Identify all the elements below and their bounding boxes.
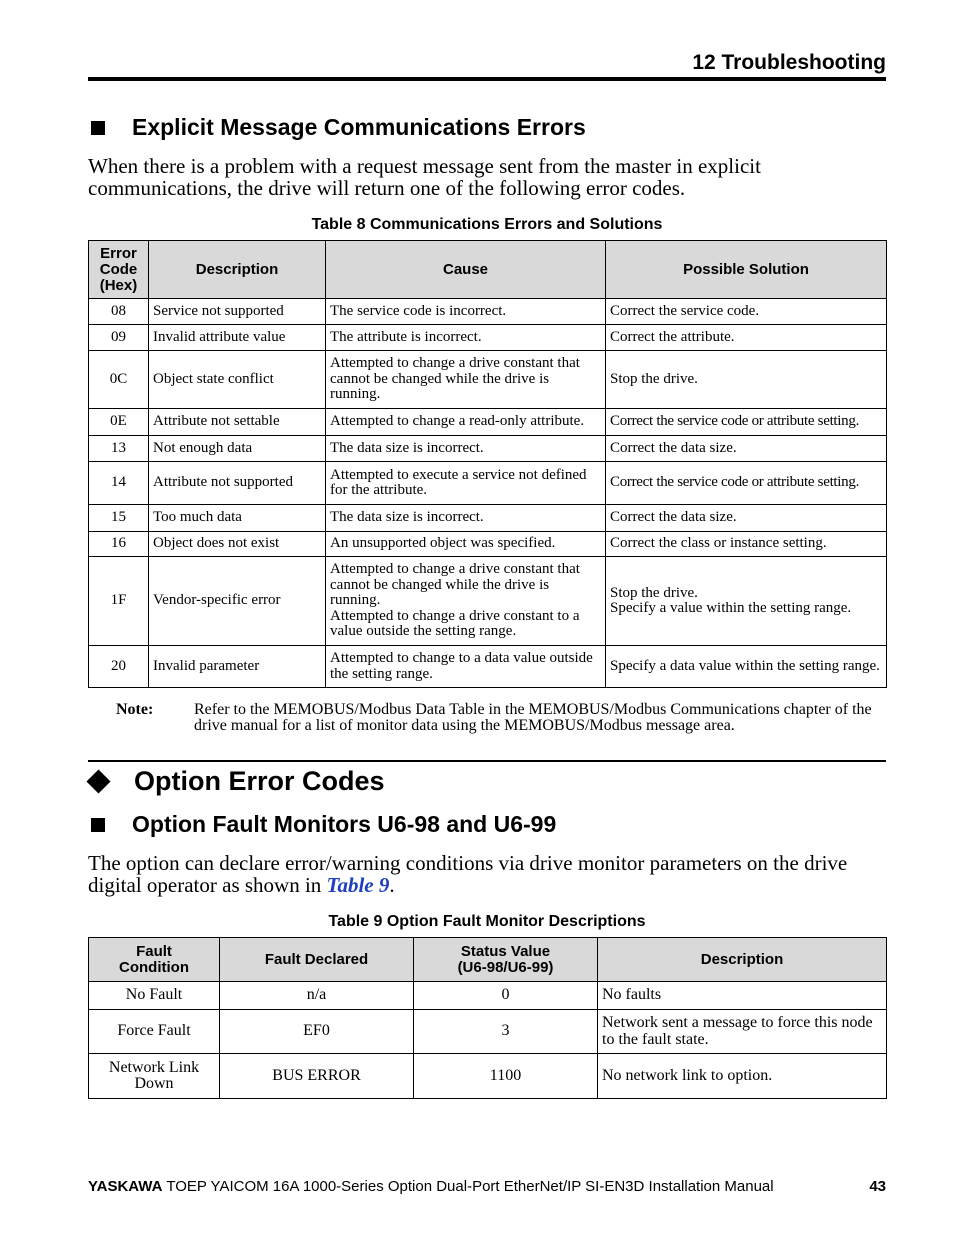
chapter-heading: 12 Troubleshooting [692,51,886,74]
fault-declared-cell: EF0 [220,1010,414,1054]
solution-cell [606,325,887,351]
solution-line: Stop the drive. [610,584,698,601]
cause-cell [326,646,606,688]
fault-monitors-intro [88,852,888,896]
fault-declared-cell: BUS ERROR [220,1054,414,1099]
solution-line: Correct the data size. [610,509,737,526]
description-cell: Object does not exist [149,532,326,557]
description-cell: Network sent a message to force this node to the fault state. [598,1010,887,1054]
table-row [89,532,887,557]
col-header-status-value: Status Value (U6-98/U6-99) [414,938,598,982]
cause-line: The attribute is incorrect. [330,328,482,345]
error-code-cell: 14 [89,462,149,505]
solution-cell [606,299,887,325]
cause-cell [326,532,606,557]
cause-cell [326,299,606,325]
description-cell: Attribute not settable [149,409,326,436]
section-title: Explicit Message Communications Errors [132,114,586,140]
status-value-cell: 1100 [414,1054,598,1099]
table-row [89,646,887,688]
page-number: 43 [869,1178,886,1195]
status-value-cell: 3 [414,1010,598,1054]
fault-condition-cell: Force Fault [89,1010,220,1054]
error-code-cell: 13 [89,436,149,462]
description-cell: Attribute not supported [149,462,326,505]
error-code-cell: 15 [89,505,149,532]
cause-line: The data size is incorrect. [330,439,484,456]
solution-cell [606,646,887,688]
solution-line: Correct the service code or attribute setting. [610,474,860,491]
cause-line: Attempted to change to a data value outside the setting range. [330,650,593,682]
col-header-cause: Cause [326,241,606,299]
brand-name: YASKAWA [88,1178,163,1195]
table-row [89,436,887,462]
error-code-cell: 0C [89,351,149,409]
cause-line: The data size is incorrect. [330,509,484,526]
table-row [89,409,887,436]
table-row [89,557,887,646]
cause-cell [326,557,606,646]
cause-line: The service code is incorrect. [330,302,507,319]
col-header-code: Error Code (Hex) [89,241,149,299]
description-cell: Object state conflict [149,351,326,409]
section-title: Option Error Codes [134,766,385,796]
page-footer [88,1178,886,1195]
section-rule [88,760,886,762]
section-heading-option-error-codes [84,766,385,797]
section-heading-fault-monitors [88,811,556,838]
table-row [89,351,887,409]
note [116,702,886,734]
cause-cell [326,436,606,462]
description-cell: Not enough data [149,436,326,462]
section-heading-explicit-errors [88,114,586,141]
cause-cell [326,325,606,351]
table-row [89,1054,887,1099]
intro-text: The option can declare error/warning conditions via drive monitor parameters on the drive digital operator as shown in [88,851,848,897]
cause-cell [326,409,606,436]
description-cell: No faults [598,982,887,1010]
cause-cell [326,462,606,505]
note-label: Note: [116,701,154,718]
description-cell: Too much data [149,505,326,532]
cause-cell [326,505,606,532]
col-header-description: Description [598,938,887,982]
fault-declared-cell: n/a [220,982,414,1010]
table-row [89,1010,887,1054]
solution-cell [606,409,887,436]
manual-title [88,1178,774,1195]
solution-line: Specify a data value within the setting range. [610,657,880,674]
fault-condition-cell: Network Link Down [89,1054,220,1099]
description-cell: Invalid parameter [149,646,326,688]
table-row [89,982,887,1010]
cause-line: An unsupported object was specified. [330,535,556,552]
solution-cell [606,462,887,505]
square-bullet-icon [91,818,105,832]
table-header-row [89,938,887,982]
error-code-cell: 08 [89,299,149,325]
solution-line: Correct the class or instance setting. [610,535,827,552]
fault-condition-cell: No Fault [89,982,220,1010]
solution-cell [606,436,887,462]
table-row [89,505,887,532]
cause-line: Attempted to execute a service not defined for the attribute. [330,466,587,498]
description-cell: Service not supported [149,299,326,325]
intro-text-end: . [389,873,395,897]
solution-cell [606,351,887,409]
error-code-cell: 1F [89,557,149,646]
cause-cell [326,351,606,409]
description-cell: No network link to option. [598,1054,887,1099]
error-code-cell: 20 [89,646,149,688]
solution-line: Correct the service code. [610,302,760,319]
table-row [89,325,887,351]
solution-line: Specify a value within the setting range. [610,600,852,616]
solution-cell [606,557,887,646]
col-header-description: Description [149,241,326,299]
table-row [89,299,887,325]
table-row [89,462,887,505]
col-header-fault-declared: Fault Declared [220,938,414,982]
solution-line: Correct the service code or attribute setting. [610,413,860,430]
table8-caption: Table 8 Communications Errors and Solutions [311,216,663,233]
section-title: Option Fault Monitors U6-98 and U6-99 [132,811,557,837]
error-code-cell: 0E [89,409,149,436]
cause-line: Attempted to change a read-only attribute. [330,413,585,430]
error-code-cell: 16 [89,532,149,557]
explicit-errors-intro: When there is a problem with a request message sent from the master in explicit communications, the drive will return one of the following error codes. [88,154,761,200]
description-cell: Invalid attribute value [149,325,326,351]
solution-cell [606,532,887,557]
solution-cell [606,505,887,532]
error-code-cell: 09 [89,325,149,351]
description-cell: Vendor-specific error [149,557,326,646]
square-bullet-icon [91,121,105,135]
solution-line: Correct the attribute. [610,328,735,345]
manual-name: TOEP YAICOM 16A 1000-Series Option Dual-Port EtherNet/IP SI-EN3D Installation Manual [162,1178,774,1195]
status-value-cell: 0 [414,982,598,1010]
cause-line: Attempted to change a drive constant that cannot be changed while the drive is running. [330,561,580,609]
table-header-row [89,241,887,299]
col-header-fault-condition: Fault Condition [89,938,220,982]
table9-caption: Table 9 Option Fault Monitor Descriptions [328,913,646,930]
diamond-bullet-icon [86,769,110,793]
communications-errors-table [88,240,887,688]
note-text: Refer to the MEMOBUS/Modbus Data Table in the MEMOBUS/Modbus Communications chapter of the drive manual for a list of monitor data using the MEMOBUS/Modbus message area. [194,701,872,734]
table9-link[interactable]: Table 9 [326,873,390,897]
cause-line: Attempted to change a drive constant that cannot be changed while the drive is running. [330,355,580,403]
header-rule [88,77,886,81]
col-header-solution: Possible Solution [606,241,887,299]
solution-line: Correct the data size. [610,439,737,456]
option-fault-monitor-table [88,937,887,1099]
solution-line: Stop the drive. [610,370,698,387]
cause-line: Attempted to change a drive constant to a value outside the setting range. [330,607,580,640]
